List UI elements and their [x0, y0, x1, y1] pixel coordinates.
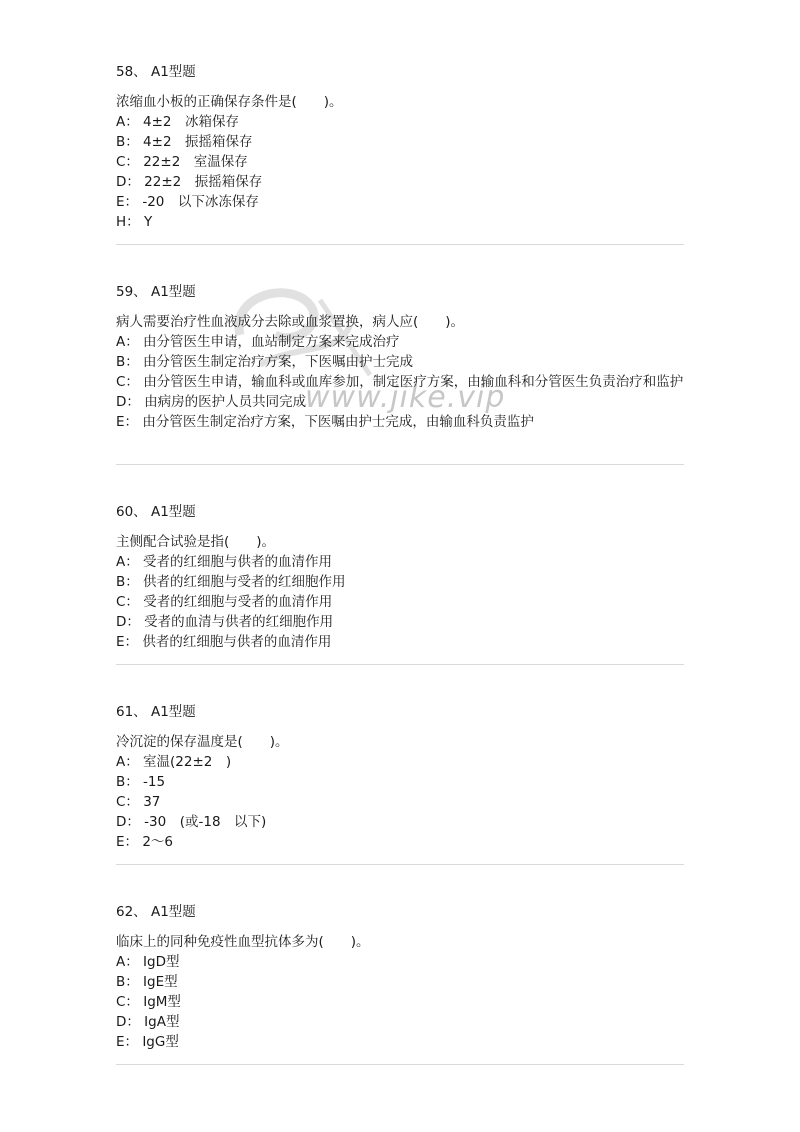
question-stem: 冷沉淀的保存温度是( )。 [116, 734, 289, 750]
question-62 [116, 902, 684, 1052]
option-e: E： 由分管医生制定治疗方案，下医嘱由护士完成，由输血科负责监护 [116, 414, 534, 430]
option-b: B： 由分管医生制定治疗方案，下医嘱由护士完成 [116, 354, 414, 370]
option-c: C： 37 [116, 794, 161, 810]
option-b: B： -15 [116, 774, 166, 790]
divider [116, 664, 684, 665]
question-stem: 主侧配合试验是指( )。 [116, 534, 276, 550]
question-header [116, 902, 684, 922]
option-e: E： IgG型 [116, 1034, 179, 1050]
divider [116, 244, 684, 245]
question-60 [116, 502, 684, 652]
option-d: D： IgA型 [116, 1014, 180, 1030]
question-stem: 浓缩血小板的正确保存条件是( )。 [116, 94, 343, 110]
question-type: A1型题 [150, 64, 196, 80]
question-header [116, 62, 684, 82]
option-a: A： 室温(22±2 ) [116, 754, 232, 770]
divider [116, 464, 684, 465]
option-c: C： 22±2 室温保存 [116, 154, 248, 170]
option-c: C： IgM型 [116, 994, 181, 1010]
option-b: B： IgE型 [116, 974, 178, 990]
question-type: A1型题 [150, 704, 196, 720]
option-d: D： -30 (或-18 以下) [116, 814, 267, 830]
option-e: E： -20 以下冰冻保存 [116, 194, 259, 210]
question-header [116, 282, 684, 302]
question-number: 62、 [116, 904, 147, 920]
question-58 [116, 62, 684, 232]
question-61 [116, 702, 684, 852]
option-a: A： 由分管医生申请，血站制定方案来完成治疗 [116, 334, 400, 350]
option-h: H： Y [116, 214, 153, 230]
divider [116, 864, 684, 865]
option-d: D： 由病房的医护人员共同完成 [116, 394, 307, 410]
divider [116, 1064, 684, 1065]
question-59 [116, 282, 684, 432]
question-stem: 病人需要治疗性血液成分去除或血浆置换，病人应( )。 [116, 314, 465, 330]
option-d: D： 受者的血清与供者的红细胞作用 [116, 614, 334, 630]
question-number: 58、 [116, 64, 147, 80]
question-type: A1型题 [150, 504, 196, 520]
option-b: B： 供者的红细胞与受者的红细胞作用 [116, 574, 346, 590]
option-a: A： 4±2 冰箱保存 [116, 114, 240, 130]
option-d: D： 22±2 振摇箱保存 [116, 174, 263, 190]
option-a: A： 受者的红细胞与供者的血清作用 [116, 554, 333, 570]
question-number: 60、 [116, 504, 147, 520]
question-header [116, 502, 684, 522]
option-c: C： 由分管医生申请，输血科或血库参加，制定医疗方案，由输血科和分管医生负责治疗和监护 [116, 374, 684, 390]
option-b: B： 4±2 振摇箱保存 [116, 134, 253, 150]
question-header [116, 702, 684, 722]
watermark-text: www.jike.vip [305, 380, 506, 415]
option-a: A： IgD型 [116, 954, 180, 970]
option-c: C： 受者的红细胞与受者的血清作用 [116, 594, 333, 610]
option-e: E： 供者的红细胞与供者的血清作用 [116, 634, 332, 650]
question-number: 59、 [116, 284, 147, 300]
question-stem: 临床上的同种免疫性血型抗体多为( )。 [116, 934, 370, 950]
question-type: A1型题 [150, 284, 196, 300]
question-number: 61、 [116, 704, 147, 720]
question-type: A1型题 [150, 904, 196, 920]
option-e: E： 2～6 [116, 834, 173, 850]
